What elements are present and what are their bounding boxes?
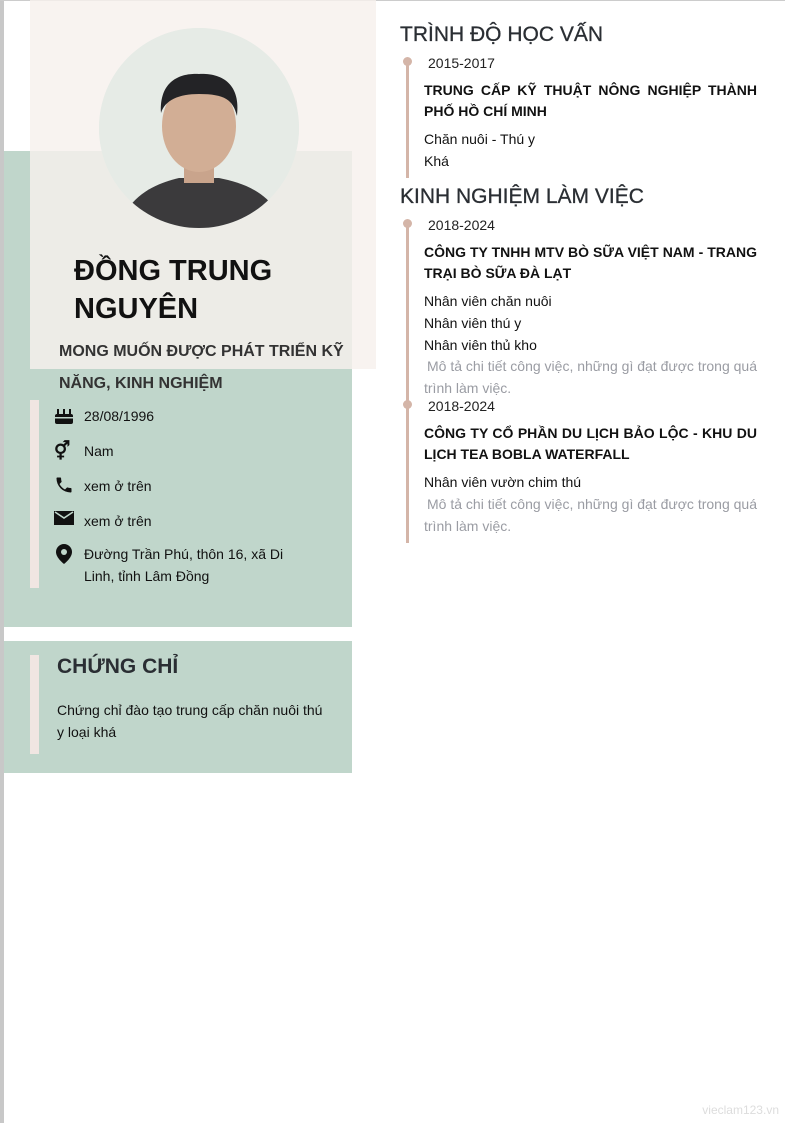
experience-timeline (406, 222, 409, 543)
avatar (99, 28, 299, 228)
company-name: CÔNG TY TNHH MTV BÒ SỮA VIỆT NAM - TRANG TRẠI BÒ SỮA ĐÀ LẠT (424, 244, 757, 281)
gender-row: ⚥ Nam (54, 441, 114, 461)
career-objective: MONG MUỐN ĐƯỢC PHÁT TRIỂN KỸ NĂNG, KINH NGHIỆM (59, 343, 344, 392)
job-role: Nhân viên thủ kho (424, 337, 537, 353)
timeline-dot (403, 219, 412, 228)
education-major: Chăn nuôi - Thú y (424, 131, 536, 147)
job-role: Nhân viên chăn nuôi (424, 293, 552, 309)
education-grade: Khá (424, 153, 449, 169)
education-timeline (406, 60, 409, 178)
company-name: CÔNG TY CỔ PHẦN DU LỊCH BẢO LỘC - KHU DU LỊCH TEA BOBLA WATERFALL (424, 425, 757, 462)
certificates-title: CHỨNG CHỈ (57, 655, 179, 678)
job-role: Nhân viên vườn chim thú (424, 474, 582, 490)
timeline-dot (403, 400, 412, 409)
phone-row: xem ở trên (54, 475, 304, 501)
address-row: Đường Trần Phú, thôn 16, xã Di Linh, tỉnh Lâm Đồng (54, 543, 304, 587)
cert-accent-bar (30, 655, 39, 754)
job-years: 2018-2024 (428, 398, 495, 414)
phone-icon (54, 475, 84, 501)
email-row: xem ở trên (54, 510, 304, 532)
job-description: Mô tả chi tiết công việc, những gì đạt được trong quá trình làm việc. (424, 496, 757, 534)
certificates-section (4, 641, 352, 773)
education-title: TRÌNH ĐỘ HỌC VẤN (400, 23, 604, 46)
experience-title: KINH NGHIỆM LÀM VIỆC (400, 185, 644, 208)
education-years: 2015-2017 (428, 55, 495, 71)
birthday-row: 28/08/1996 (54, 405, 304, 431)
location-pin-icon (54, 543, 84, 587)
job-description: Mô tả chi tiết công việc, những gì đạt được trong quá trình làm việc. (424, 358, 757, 396)
gender-icon: ⚥ (54, 441, 71, 461)
info-accent-bar (30, 400, 39, 588)
timeline-dot (403, 57, 412, 66)
job-years: 2018-2024 (428, 217, 495, 233)
mail-icon (54, 510, 84, 532)
certificate-item: Chứng chỉ đào tạo trung cấp chăn nuôi thú y loại khá (57, 702, 323, 740)
watermark: vieclam123.vn (702, 1103, 779, 1117)
job-role: Nhân viên thú y (424, 315, 522, 331)
school-name: TRUNG CẤP KỸ THUẬT NÔNG NGHIỆP THÀNH PHỐ HỒ CHÍ MINH (424, 82, 757, 119)
cake-icon (54, 405, 84, 431)
candidate-name: ĐỒNG TRUNG NGUYÊN (74, 255, 273, 325)
